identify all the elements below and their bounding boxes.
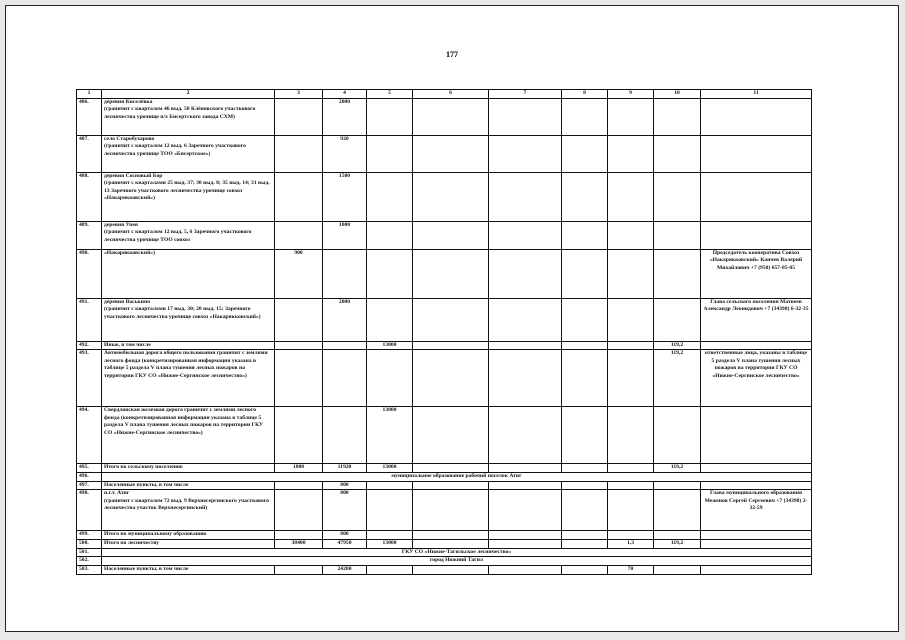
page-number: 177 — [446, 50, 458, 59]
header-cell: 3 — [275, 90, 323, 99]
column-8-cell — [562, 249, 608, 298]
column-3-cell — [275, 565, 323, 574]
table-row — [77, 298, 812, 341]
column-8-cell — [562, 565, 608, 574]
column-9-cell — [608, 407, 654, 464]
responsible-contact-cell: ответственные лица, указаны в таблице 5 раздела V плана тушения лесных пожаров на территории ГКУ СО «Нижне-Сергинское лесничество» — [701, 350, 812, 407]
header-cell: 10 — [654, 90, 701, 99]
table-row — [77, 221, 812, 249]
responsible-contact-cell — [701, 565, 812, 574]
column-8-cell — [562, 135, 608, 172]
settlement-name-cell: «Накарякковский») — [102, 249, 275, 298]
column-5-cell — [367, 249, 413, 298]
column-4-cell: 11920 — [323, 464, 367, 473]
column-7-cell — [489, 490, 562, 531]
column-9-cell — [608, 490, 654, 531]
settlement-name-cell: Автомобильная дорога общего пользования граничит с землями лесного фонда (конкретизированная информация указана в таблице 5 раздела V плана тушения лесных пожаров на территории ГКУ СО «Нижне-Сергинское лесничество») — [102, 350, 275, 407]
column-9-cell — [608, 298, 654, 341]
column-7-cell — [489, 481, 562, 490]
column-3-cell — [275, 172, 323, 221]
row-number-cell: 494. — [77, 407, 102, 464]
column-7-cell — [489, 135, 562, 172]
table-row — [77, 98, 812, 135]
column-7-cell — [489, 172, 562, 221]
column-9-cell: 70 — [608, 565, 654, 574]
responsible-contact-cell — [701, 98, 812, 135]
column-6-cell — [413, 407, 489, 464]
column-3-cell — [275, 341, 323, 350]
column-10-cell — [654, 172, 701, 221]
header-cell: 5 — [367, 90, 413, 99]
responsible-contact-cell: Председатель кооператива Совхоз «Накарякковский» Каичев Валерий Михайлович +7 (950) 657-85-05 — [701, 249, 812, 298]
row-number-cell: 493. — [77, 350, 102, 407]
column-8-cell — [562, 172, 608, 221]
column-3-cell: 1800 — [275, 464, 323, 473]
column-3-cell — [275, 135, 323, 172]
column-4-cell: 24200 — [323, 565, 367, 574]
settlement-name-cell: п.г.т. Атиг (граничит с кварталом 72 выд. 9 Верхнесергинского участкового лесничества участок Верхнесергинский) — [102, 490, 275, 531]
column-5-cell — [367, 221, 413, 249]
column-7-cell — [489, 249, 562, 298]
column-6-cell — [413, 531, 489, 540]
column-4-cell: 2000 — [323, 98, 367, 135]
table-row — [77, 407, 812, 464]
column-7-cell — [489, 350, 562, 407]
column-10-cell: 119,2 — [654, 341, 701, 350]
column-5-cell — [367, 565, 413, 574]
row-number-cell: 496. — [77, 473, 102, 482]
column-5-cell: 13000 — [367, 341, 413, 350]
header-cell: 2 — [102, 90, 275, 99]
column-5-cell — [367, 135, 413, 172]
column-9-cell — [608, 98, 654, 135]
settlement-name-cell: деревня Васькино (граничит с кварталами 17 выд. 30; 20 выд. 15; Заречного участкового лесничества урочище совхоз «Накарякковский») — [102, 298, 275, 341]
section-title-cell: муниципальное образование рабочий поселок Атиг — [102, 473, 812, 482]
row-number-cell: 495. — [77, 464, 102, 473]
responsible-contact-cell — [701, 221, 812, 249]
column-4-cell: 800 — [323, 531, 367, 540]
settlement-name-cell: Итого по муниципальному образованию — [102, 531, 275, 540]
header-cell: 11 — [701, 90, 812, 99]
responsible-contact-cell — [701, 539, 812, 548]
column-7-cell — [489, 341, 562, 350]
fire-plan-table — [76, 89, 812, 575]
column-3-cell — [275, 481, 323, 490]
responsible-contact-cell — [701, 407, 812, 464]
column-8-cell — [562, 407, 608, 464]
responsible-contact-cell — [701, 135, 812, 172]
column-10-cell — [654, 221, 701, 249]
table-row — [77, 249, 812, 298]
column-5-cell — [367, 298, 413, 341]
responsible-contact-cell — [701, 531, 812, 540]
responsible-contact-cell: Глава сельского поселения Матвеев Александр Леонидович +7 (34398) 6-32-35 — [701, 298, 812, 341]
header-cell: 7 — [489, 90, 562, 99]
column-10-cell — [654, 490, 701, 531]
column-9-cell — [608, 249, 654, 298]
column-10-cell: 119,2 — [654, 539, 701, 548]
column-8-cell — [562, 481, 608, 490]
table-row — [77, 565, 812, 574]
row-number-cell: 502. — [77, 557, 102, 566]
settlement-name-cell: Иные, в том числе — [102, 341, 275, 350]
column-10-cell — [654, 531, 701, 540]
column-4-cell — [323, 350, 367, 407]
responsible-contact-cell — [701, 341, 812, 350]
column-8-cell — [562, 490, 608, 531]
column-7-cell — [489, 464, 562, 473]
column-7-cell — [489, 298, 562, 341]
row-number-cell: 487. — [77, 135, 102, 172]
column-9-cell — [608, 172, 654, 221]
table-row — [77, 172, 812, 221]
column-5-cell — [367, 490, 413, 531]
row-number-cell: 503. — [77, 565, 102, 574]
column-3-cell — [275, 298, 323, 341]
settlement-name-cell: Итого по лесничеству — [102, 539, 275, 548]
column-4-cell: 1000 — [323, 221, 367, 249]
column-5-cell: 13000 — [367, 464, 413, 473]
settlement-name-cell: Населенные пункты, в том числе — [102, 565, 275, 574]
column-3-cell: 900 — [275, 249, 323, 298]
table-row — [77, 350, 812, 407]
column-4-cell — [323, 341, 367, 350]
column-7-cell — [489, 98, 562, 135]
responsible-contact-cell — [701, 481, 812, 490]
row-number-cell: 490. — [77, 249, 102, 298]
column-9-cell: 1,3 — [608, 539, 654, 548]
column-6-cell — [413, 350, 489, 407]
column-6-cell — [413, 135, 489, 172]
row-number-cell: 501. — [77, 548, 102, 557]
column-6-cell — [413, 298, 489, 341]
table-row — [77, 531, 812, 540]
column-10-cell — [654, 298, 701, 341]
column-8-cell — [562, 464, 608, 473]
column-5-cell — [367, 98, 413, 135]
column-4-cell: 800 — [323, 481, 367, 490]
section-title-cell: ГКУ СО «Нижне-Тагильское лесничество» — [102, 548, 812, 557]
table-row — [77, 135, 812, 172]
row-number-cell: 489. — [77, 221, 102, 249]
table-row — [77, 481, 812, 490]
column-4-cell — [323, 249, 367, 298]
column-8-cell — [562, 350, 608, 407]
column-3-cell — [275, 490, 323, 531]
settlement-name-cell: деревня Упея (граничит с кварталом 12 выд. 5, 6 Заречного участкового лесничества урочище ТОО совхоз — [102, 221, 275, 249]
column-4-cell: 920 — [323, 135, 367, 172]
column-6-cell — [413, 539, 489, 548]
column-9-cell — [608, 135, 654, 172]
column-3-cell: 38400 — [275, 539, 323, 548]
column-6-cell — [413, 172, 489, 221]
row-number-cell: 499. — [77, 531, 102, 540]
row-number-cell: 491. — [77, 298, 102, 341]
column-4-cell: 800 — [323, 490, 367, 531]
column-9-cell — [608, 341, 654, 350]
column-10-cell — [654, 565, 701, 574]
column-6-cell — [413, 565, 489, 574]
settlement-name-cell: Итого по сельскому поселению — [102, 464, 275, 473]
settlement-name-cell: деревня Киселёвка (граничит с кварталом 46 выд. 50 Клёновского участкового лесничества урочище п/х Бисертского завода СХМ) — [102, 98, 275, 135]
table-row — [77, 464, 812, 473]
header-cell: 4 — [323, 90, 367, 99]
column-8-cell — [562, 531, 608, 540]
column-10-cell — [654, 249, 701, 298]
column-9-cell — [608, 221, 654, 249]
column-7-cell — [489, 539, 562, 548]
table-row — [77, 341, 812, 350]
column-6-cell — [413, 464, 489, 473]
column-9-cell — [608, 481, 654, 490]
section-title-cell: город Нижний Тагил — [102, 557, 812, 566]
column-7-cell — [489, 531, 562, 540]
table-row — [77, 490, 812, 531]
column-6-cell — [413, 341, 489, 350]
column-8-cell — [562, 341, 608, 350]
row-number-cell: 488. — [77, 172, 102, 221]
column-8-cell — [562, 298, 608, 341]
column-9-cell — [608, 464, 654, 473]
column-10-cell — [654, 481, 701, 490]
column-7-cell — [489, 407, 562, 464]
column-7-cell — [489, 565, 562, 574]
column-3-cell — [275, 98, 323, 135]
column-3-cell — [275, 221, 323, 249]
column-10-cell — [654, 135, 701, 172]
table-row — [77, 557, 812, 566]
column-7-cell — [489, 221, 562, 249]
row-number-cell: 492. — [77, 341, 102, 350]
responsible-contact-cell — [701, 172, 812, 221]
column-5-cell: 13000 — [367, 539, 413, 548]
header-cell: 1 — [77, 90, 102, 99]
column-5-cell — [367, 172, 413, 221]
column-8-cell — [562, 98, 608, 135]
header-cell: 6 — [413, 90, 489, 99]
column-4-cell — [323, 407, 367, 464]
row-number-cell: 498. — [77, 490, 102, 531]
column-5-cell — [367, 350, 413, 407]
responsible-contact-cell — [701, 464, 812, 473]
table-row — [77, 548, 812, 557]
row-number-cell: 500. — [77, 539, 102, 548]
column-10-cell: 119,2 — [654, 464, 701, 473]
settlement-name-cell: село Старобухарово (граничит с кварталом 12 выд. 6 Заречного участкового лесничества урочище ТОО «Бисертское») — [102, 135, 275, 172]
column-10-cell: 119,2 — [654, 350, 701, 407]
column-10-cell — [654, 407, 701, 464]
row-number-cell: 497. — [77, 481, 102, 490]
settlement-name-cell: Населенные пункты, в том числе — [102, 481, 275, 490]
responsible-contact-cell: Глава муниципального образования Меженов Сергей Сергеевич +7 (34398) 2-32-59 — [701, 490, 812, 531]
column-3-cell — [275, 407, 323, 464]
column-6-cell — [413, 481, 489, 490]
column-6-cell — [413, 490, 489, 531]
table-row — [77, 539, 812, 548]
column-6-cell — [413, 98, 489, 135]
column-8-cell — [562, 221, 608, 249]
column-4-cell: 47950 — [323, 539, 367, 548]
column-5-cell: 13000 — [367, 407, 413, 464]
header-cell: 9 — [608, 90, 654, 99]
header-cell: 8 — [562, 90, 608, 99]
column-9-cell — [608, 531, 654, 540]
column-4-cell: 1500 — [323, 172, 367, 221]
table-row — [77, 473, 812, 482]
settlement-name-cell: деревня Сосновый Бор (граничит с кварталами 25 выд. 37; 30 выд. 8; 35 выд. 14; 31 выд. 13 Заречного участкового лесничества урочище совхоз «Накарякковский») — [102, 172, 275, 221]
column-3-cell — [275, 531, 323, 540]
table-header-row — [77, 90, 812, 99]
column-8-cell — [562, 539, 608, 548]
column-6-cell — [413, 249, 489, 298]
column-6-cell — [413, 221, 489, 249]
settlement-name-cell: Свердловская железная дорога граничит с землями лесного фонда (конкретизированная информация указана в таблице 5 раздела V плана тушения лесных пожаров на территории ГКУ СО «Нижне-Сергинское лесничество») — [102, 407, 275, 464]
column-5-cell — [367, 531, 413, 540]
column-10-cell — [654, 98, 701, 135]
row-number-cell: 486. — [77, 98, 102, 135]
column-5-cell — [367, 481, 413, 490]
column-4-cell: 2000 — [323, 298, 367, 341]
column-3-cell — [275, 350, 323, 407]
column-9-cell — [608, 350, 654, 407]
